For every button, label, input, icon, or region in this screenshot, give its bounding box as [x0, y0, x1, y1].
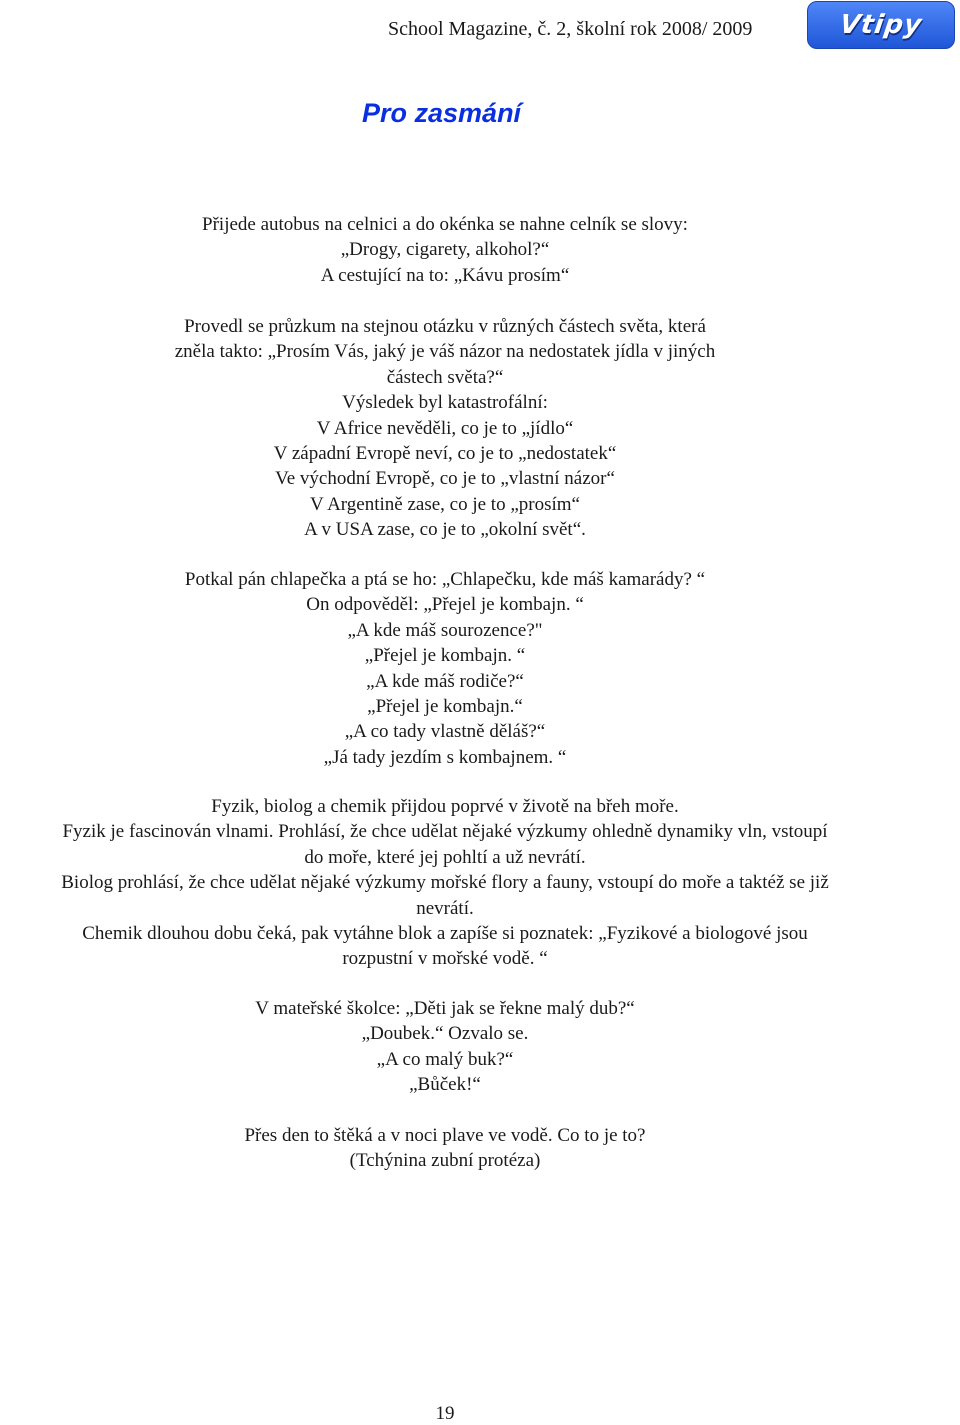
- joke-line: „Doubek.“ Ozvalo se.: [361, 1023, 529, 1045]
- joke-survey: [0, 314, 890, 543]
- joke-line: Ve východní Evropě, co je to „vlastní názor“: [275, 468, 615, 490]
- logo-text: Vtipy: [837, 10, 925, 40]
- joke-line: rozpustní v mořské vodě. “: [342, 948, 548, 970]
- page-number: 19: [435, 1403, 455, 1424]
- joke-line: zněla takto: „Prosím Vás, jaký je váš názor na nedostatek jídla v jiných: [174, 341, 716, 363]
- joke-line: A cestující na to: „Kávu prosím“: [320, 264, 570, 286]
- joke-line: „A co tady vlastně děláš?“: [344, 721, 546, 743]
- joke-line: „A kde máš rodiče?“: [366, 670, 524, 692]
- joke-line: Potkal pán chlapečka a ptá se ho: „Chlapečku, kde máš kamarády? “: [184, 569, 706, 590]
- joke-combine: [0, 567, 890, 770]
- joke-line: nevrátí.: [416, 897, 474, 919]
- joke-line: Chemik dlouhou dobu čeká, pak vytáhne blok a zapíše si poznatek: „Fyzikové a biologové jsou: [82, 923, 808, 945]
- joke-line: „A kde máš sourozence?": [347, 619, 543, 641]
- joke-line: (Tchýnina zubní protéza): [349, 1150, 541, 1172]
- joke-customs: [0, 212, 890, 288]
- joke-riddle: [0, 1123, 890, 1174]
- joke-kindergarten: [0, 996, 890, 1098]
- joke-line: On odpověděl: „Přejel je kombajn. “: [306, 594, 584, 616]
- joke-line: „Přejel je kombajn. “: [364, 645, 526, 667]
- joke-line: Fyzik je fascinován vlnami. Prohlásí, že chce udělat nějaké výzkumy ohledně dynamiky vln, vstoupí: [62, 821, 828, 843]
- joke-line: V západní Evropě neví, co je to „nedostatek“: [273, 443, 617, 465]
- joke-line: Přijede autobus na celnici a do okénka se nahne celník se slovy:: [202, 214, 688, 235]
- joke-line: „A co malý buk?“: [376, 1048, 514, 1070]
- joke-line: V Argentině zase, co je to „prosím“: [310, 493, 580, 515]
- joke-line: částech světa?“: [386, 366, 504, 388]
- joke-line: V Africe nevěděli, co je to „jídlo“: [316, 417, 574, 439]
- page-title: Pro zasmání: [362, 98, 522, 128]
- joke-scientists: [0, 794, 890, 972]
- joke-line: „Drogy, cigarety, alkohol?“: [340, 239, 550, 261]
- magazine-header-title: School Magazine, č. 2, školní rok 2008/ 2009: [388, 18, 753, 40]
- joke-line: „Přejel je kombajn.“: [367, 696, 523, 718]
- joke-line: „Já tady jezdím s kombajnem. “: [323, 746, 567, 768]
- joke-line: Fyzik, biolog a chemik přijdou poprvé v životě na břeh moře.: [211, 796, 679, 817]
- joke-line: Výsledek byl katastrofální:: [342, 392, 548, 414]
- joke-line: V mateřské školce: „Děti jak se řekne malý dub?“: [255, 998, 635, 1019]
- joke-line: do moře, které jej pohltí a už nevrátí.: [304, 846, 586, 868]
- joke-line: Provedl se průzkum na stejnou otázku v různých částech světa, která: [184, 316, 706, 337]
- joke-line: Biolog prohlásí, že chce udělat nějaké výzkumy mořské flory a fauny, vstoupí do moře a taktéž se již: [61, 872, 829, 894]
- vtipy-logo: [807, 1, 955, 49]
- joke-line: A v USA zase, co je to „okolní svět“.: [304, 519, 586, 541]
- joke-line: „Bůček!“: [409, 1074, 481, 1096]
- joke-line: Přes den to štěká a v noci plave ve vodě. Co to je to?: [244, 1125, 646, 1146]
